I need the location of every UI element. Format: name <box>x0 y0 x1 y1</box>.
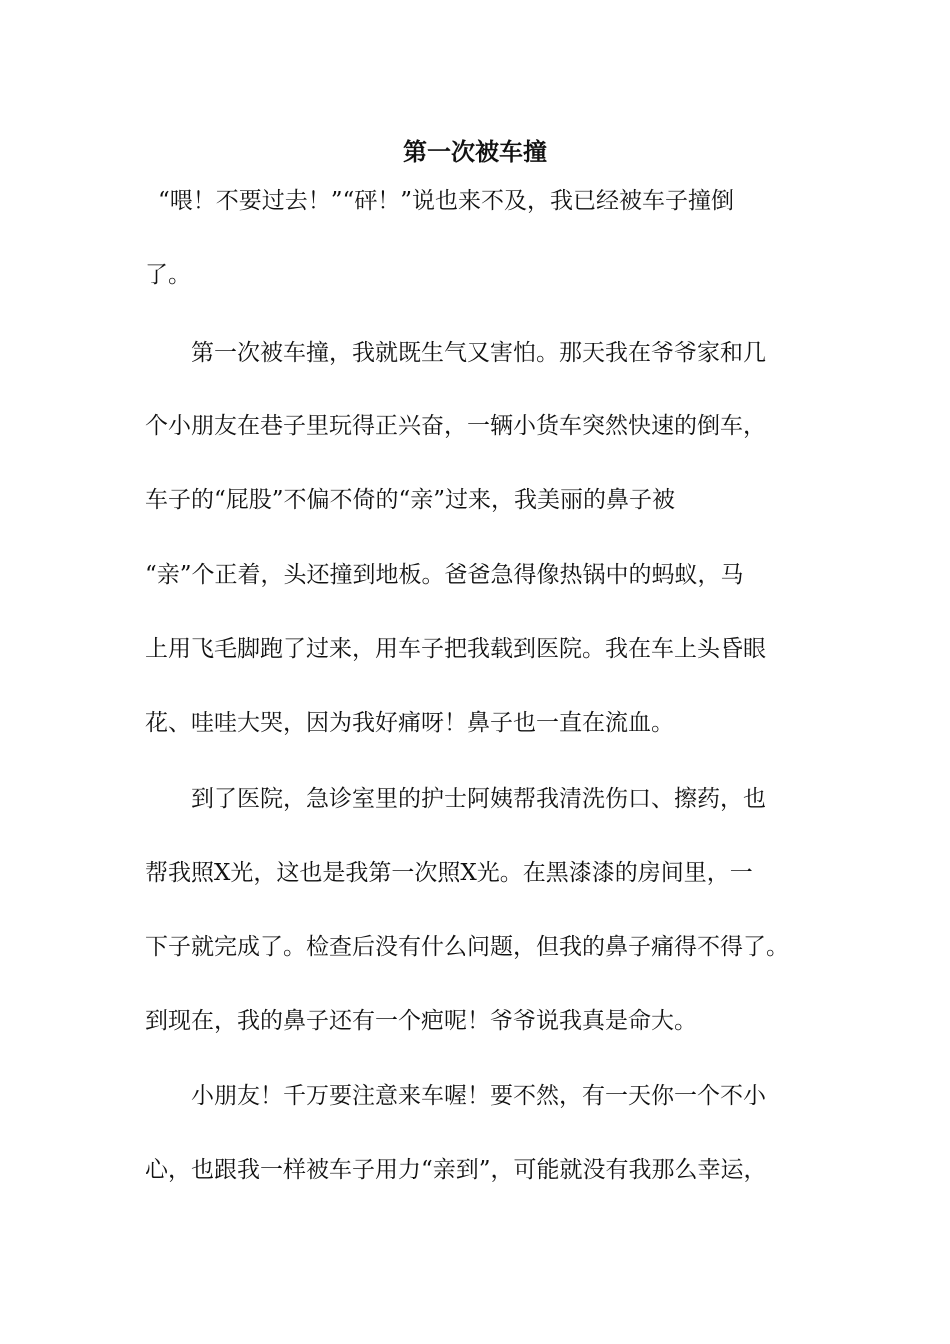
text-line: 帮我照X光，这也是我第一次照X光。在黑漆漆的房间里，一 <box>145 860 753 886</box>
text-line: 个小朋友在巷子里玩得正兴奋，一辆小货车突然快速的倒车， <box>145 413 766 439</box>
text-line: 到了医院，急诊室里的护士阿姨帮我清洗伤口、擦药，也 <box>145 786 766 812</box>
document-title: 第一次被车撞 <box>403 137 547 166</box>
text-line: 第一次被车撞，我就既生气又害怕。那天我在爷爷家和几 <box>145 340 766 366</box>
text-line: 到现在，我的鼻子还有一个疤呢！爷爷说我真是命大。 <box>145 1008 697 1034</box>
text-line: 下子就完成了。检查后没有什么问题，但我的鼻子痛得不得了。 <box>145 934 789 960</box>
text-line: 上用飞毛脚跑了过来，用车子把我载到医院。我在车上头昏眼 <box>145 636 766 662</box>
text-line: 小朋友！千万要注意来车喔！要不然，有一天你一个不小 <box>145 1083 766 1109</box>
text-line: 花、哇哇大哭，因为我好痛呀！鼻子也一直在流血。 <box>145 710 674 736</box>
text-line: 心，也跟我一样被车子用力“亲到”，可能就没有我那么幸运， <box>145 1157 767 1183</box>
text-line: 车子的“屁股”不偏不倚的“亲”过来，我美丽的鼻子被 <box>145 487 676 513</box>
text-line: “喂！不要过去！”“砰！”说也来不及，我已经被车子撞倒 <box>158 188 735 214</box>
text-line: “亲”个正着，头还撞到地板。爸爸急得像热锅中的蚂蚁，马 <box>145 562 744 588</box>
text-line: 了。 <box>145 262 191 288</box>
